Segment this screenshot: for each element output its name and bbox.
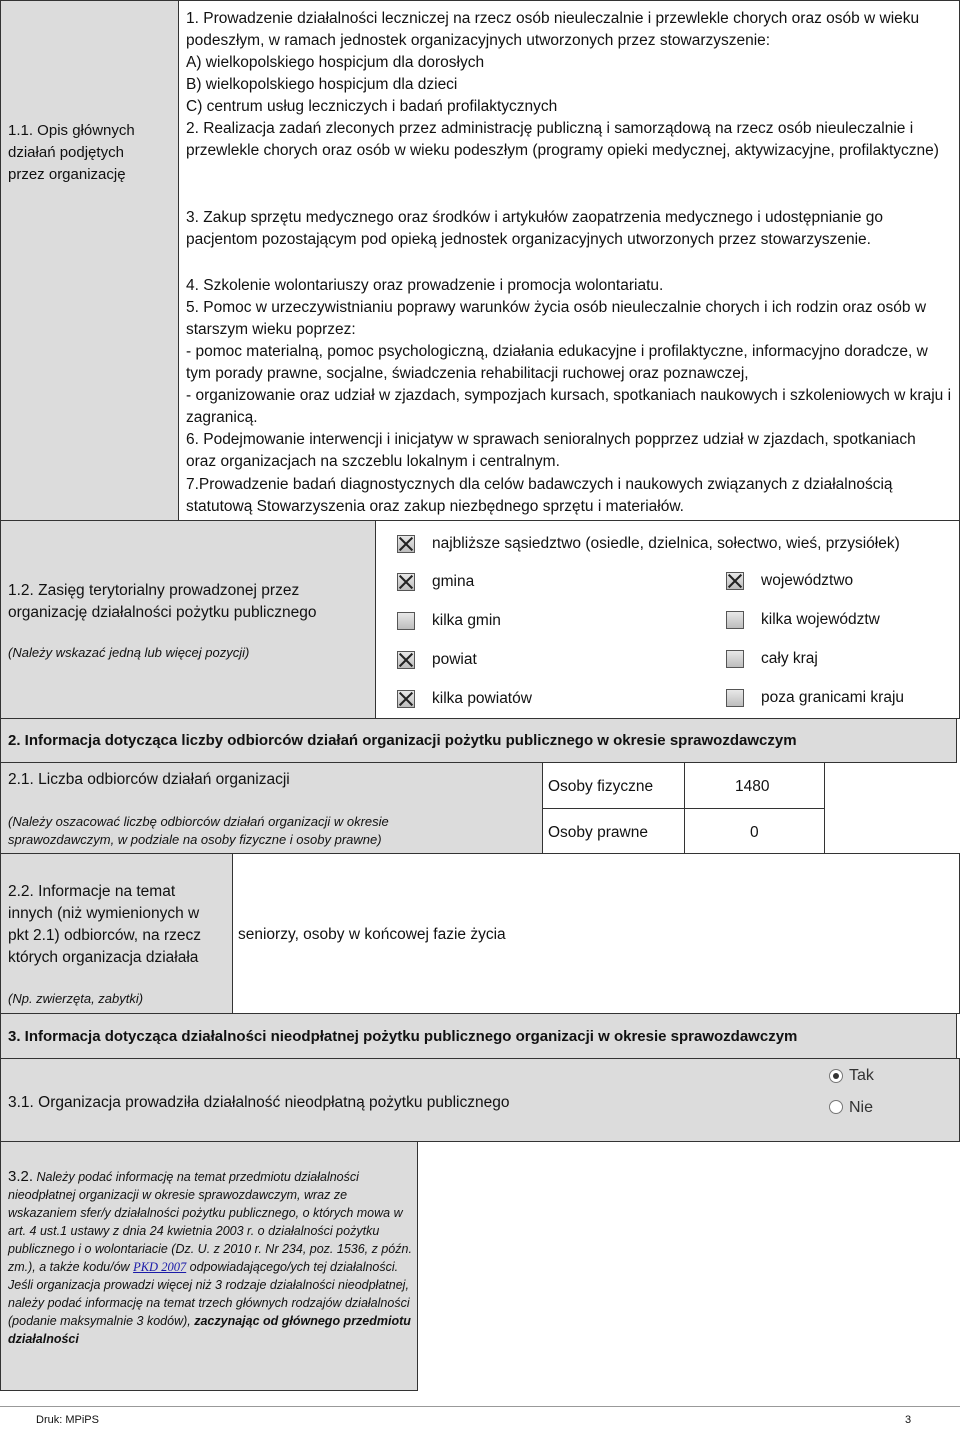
footer-print: Druk: MPiPS bbox=[36, 1414, 99, 1426]
radio-nie[interactable] bbox=[829, 1100, 843, 1114]
activity-item-1: 1. Prowadzenie działalności leczniczej na rzecz osób nieuleczalnie i przewlekle chorych oraz osób w wieku podeszłym, w ramach jednostek organizacyjnych utworzonych przez stowarzyszenie: bbox=[186, 10, 920, 49]
option-label: najbliższe sąsiedztwo (osiedle, dzielnica, sołectwo, wieś, przysiółek) bbox=[432, 535, 900, 552]
section-2-2-value: seniorzy, osoby w końcowej fazie życia bbox=[238, 926, 506, 943]
activity-item-6: 6. Podejmowanie interwencji i inicjatyw w sprawach senioralnych popprzez udział w zjazdach, spotkaniach oraz organizacjach na szczeblu lokalnym i centralnym. bbox=[186, 431, 916, 470]
entities-value: 0 bbox=[750, 824, 759, 841]
section-2-1-hint: (Należy oszacować liczbę odbiorców działań organizacji w okresie sprawozdawczym, w podziale na osoby fizyczne i osoby prawne) bbox=[8, 814, 389, 847]
section-1-2-hint: (Należy wskazać jedną lub więcej pozycji) bbox=[8, 645, 250, 660]
section-3-2-text-bold: zaczynając od głównego przedmiotu działalności bbox=[8, 1314, 411, 1346]
option-label: cały kraj bbox=[761, 650, 818, 667]
checkbox-powiat[interactable] bbox=[397, 651, 415, 669]
option-label: kilka gmin bbox=[432, 612, 501, 629]
activity-item-1a: A) wielkopolskiego hospicjum dla dorosłych bbox=[186, 54, 485, 71]
checkbox-nearest-neighborhood[interactable] bbox=[397, 535, 415, 553]
activity-item-4: 4. Szkolenie wolontariuszy oraz prowadzenie i promocja wolontariatu. bbox=[186, 277, 664, 294]
section-1-1-label: 1.1. Opis głównych działań podjętych przez organizację bbox=[8, 122, 135, 183]
section-3-2-text-b: odpowiadającego/ych tej działalności. Jeśli organizacja prowadzi więcej niż 3 rodzaje działalności nieodpłatnej, należy podać informację na temat trzech głównych rodzajów działalności (podanie maksymalnie 3 kodów), bbox=[8, 1260, 410, 1328]
section-1-2-label: 1.2. Zasięg terytorialny prowadzonej przez organizację działalności pożytku publicznego bbox=[8, 582, 317, 621]
section-3-2-number: 3.2. bbox=[8, 1168, 34, 1185]
checkbox-caly-kraj[interactable] bbox=[726, 650, 744, 668]
checkbox-kilka-wojewodztw[interactable] bbox=[726, 611, 744, 629]
checkbox-kilka-gmin[interactable] bbox=[397, 612, 415, 630]
radio-tak[interactable] bbox=[829, 1069, 843, 1083]
checkbox-gmina[interactable] bbox=[397, 573, 415, 591]
radio-nie-label: Nie bbox=[849, 1099, 874, 1116]
activity-item-1c: C) centrum usług leczniczych i badań profilaktycznych bbox=[186, 98, 558, 115]
option-label: województwo bbox=[761, 572, 854, 589]
section-2-2-hint: (Np. zwierzęta, zabytki) bbox=[8, 991, 144, 1006]
section-2-2-label: 2.2. Informacje na temat innych (niż wymienionych w pkt 2.1) odbiorców, na rzecz których organizacja działała bbox=[8, 883, 201, 966]
section-2-1-label: 2.1. Liczba odbiorców działań organizacji bbox=[8, 771, 290, 788]
entities-label: Osoby prawne bbox=[548, 824, 648, 841]
activity-item-3: 3. Zakup sprzętu medycznego oraz środków i artykułów zaopatrzenia medycznego i udostępnianie go pacjentom pozostającym pod opieką jednostek organizacyjnych utworzonych przez stowarzyszenie. bbox=[186, 209, 884, 248]
activity-item-2: 2. Realizacja zadań zleconych przez administrację publiczną i samorządową na rzecz osób nieuleczalnie i przewlekle chorych oraz osób w wieku podeszłym (programy opieki medycznej, aktywizacyjne, profilaktyczne) bbox=[186, 120, 939, 159]
section-3-2-text-a: Należy podać informację na temat przedmiotu działalności nieodpłatnej organizacji w okresie sprawozdawczym, wraz ze wskazaniem sfer/y działalności pożytku publicznego, o których mowa w art. 4 ust.1 ustawy z dnia 24 kwietnia 2003 r. o działalności pożytku publicznego i o wolontariacie (Dz. U. z 2010 r. Nr 234, poz. 1536, z późn. zm.), a także kodu/ów bbox=[8, 1170, 412, 1274]
activity-item-7: 7.Prowadzenie badań diagnostycznych dla celów badawczych i naukowych związanych z działalnością statutową Stowarzyszenia oraz zakup niezbędnego sprzętu i materiałów. bbox=[186, 476, 893, 515]
option-label: poza granicami kraju bbox=[761, 689, 905, 706]
pkd-link[interactable]: PKD 2007 bbox=[133, 1260, 187, 1274]
activity-item-1b: B) wielkopolskiego hospicjum dla dzieci bbox=[186, 76, 458, 93]
persons-value: 1480 bbox=[735, 778, 770, 795]
footer-divider bbox=[0, 1406, 960, 1407]
activity-item-5: 5. Pomoc w urzeczywistnianiu poprawy warunków życia osób nieuleczalnie chorych i ich rodzin oraz osób w starszym wieku poprzez: bbox=[186, 299, 927, 338]
section-3-2-description bbox=[8, 1168, 415, 1348]
checkbox-kilka-powiatow[interactable] bbox=[397, 690, 415, 708]
option-label: kilka województw bbox=[761, 611, 880, 628]
persons-label: Osoby fizyczne bbox=[548, 778, 654, 795]
page-number: 3 bbox=[905, 1414, 912, 1426]
radio-tak-label: Tak bbox=[849, 1067, 874, 1084]
activity-item-5b: - organizowanie oraz udział w zjazdach, sympozjach kursach, spotkaniach naukowych i szkoleniowych w kraju i zagranicą. bbox=[186, 387, 952, 426]
checkbox-wojewodztwo[interactable] bbox=[726, 572, 744, 590]
checkbox-poza-granicami[interactable] bbox=[726, 689, 744, 707]
option-label: powiat bbox=[432, 651, 477, 668]
option-label: kilka powiatów bbox=[432, 690, 532, 707]
section-3-1-label: 3.1. Organizacja prowadziła działalność nieodpłatną pożytku publicznego bbox=[8, 1094, 510, 1111]
option-label: gmina bbox=[432, 573, 475, 590]
section-2-title: 2. Informacja dotycząca liczby odbiorców działań organizacji pożytku publicznego w okresie sprawozdawczym bbox=[8, 732, 797, 749]
section-1-1-label-cell bbox=[0, 0, 179, 521]
section-3-title: 3. Informacja dotycząca działalności nieodpłatnej pożytku publicznego organizacji w okresie sprawozdawczym bbox=[8, 1028, 798, 1045]
activity-item-5a: - pomoc materialną, pomoc psychologiczną, działania edukacyjne i profilaktyczne, informacyjno doradcze, w tym porady prawne, socjalne, świadczenia rehabilitacji ruchowej oraz poznawczej, bbox=[186, 343, 928, 382]
